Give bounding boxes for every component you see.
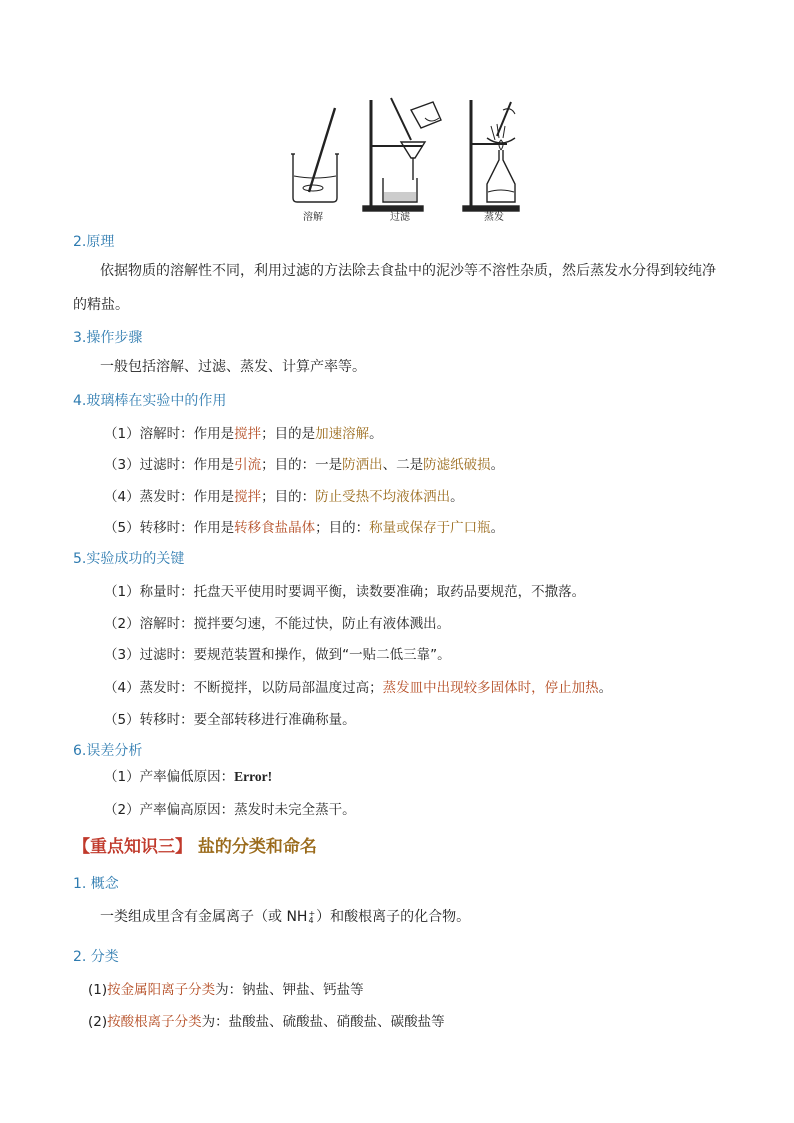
figure-label-dissolve: 溶解 [303,212,323,223]
concept-heading: 1. 概念 [73,876,119,892]
figure-label-filter: 过滤 [390,212,410,223]
glass-rod-item-3: （3）过滤时：作用是引流；目的：一是防洒出、二是防滤纸破损。 [104,457,505,473]
steps-heading: 3.操作步骤 [73,330,143,346]
glass-rod-item-5: （5）转移时：作用是转移食盐晶体；目的：称量或保存于广口瓶。 [104,520,505,536]
classification-item-1: (1)按金属阳离子分类为：钠盐、钾盐、钙盐等 [88,982,364,998]
glass-rod-item-1: （1）溶解时：作用是搅拌；目的是加速溶解。 [104,426,383,442]
principle-heading: 2.原理 [73,234,115,250]
classification-item-2: (2)按酸根离子分类为：盐酸盐、硫酸盐、硝酸盐、碳酸盐等 [88,1014,445,1030]
glass-rod-item-4: （4）蒸发时：作用是搅拌；目的：防止受热不均液体洒出。 [104,489,464,505]
figure-label-evaporate: 蒸发 [484,212,504,223]
error-item-2: （2）产率偏高原因：蒸发时未完全蒸干。 [104,802,356,818]
keys-item-5: （5）转移时：要全部转移进行准确称量。 [104,712,356,728]
evaporating-apparatus [463,100,519,211]
glass-rod-heading: 4.玻璃棒在实验中的作用 [73,393,227,409]
keys-item-4: （4）蒸发时：不断搅拌，以防局部温度过高；蒸发皿中出现较多固体时，停止加热。 [104,680,613,696]
filtering-apparatus [363,98,441,211]
classification-heading: 2. 分类 [73,949,119,965]
section-title: 【重点知识三】 盐的分类和命名 [73,837,317,857]
concept-text: 一类组成里含有金属离子（或 NH + 4 ）和酸根离子的化合物。 [100,909,471,925]
error-analysis-heading: 6.误差分析 [73,743,143,759]
keys-heading: 5.实验成功的关键 [73,551,185,567]
steps-text: 一般包括溶解、过滤、蒸发、计算产率等。 [100,359,366,375]
keys-item-3: （3）过滤时：要规范装置和操作，做到“一贴二低三靠”。 [104,647,451,663]
apparatus-figure [283,96,523,224]
keys-item-2: （2）溶解时：搅拌要匀速，不能过快，防止有液体溅出。 [104,616,451,632]
dissolving-apparatus [291,108,339,202]
keys-item-1: （1）称量时：托盘天平使用时要调平衡，读数要准确；取药品要规范，不撒落。 [104,584,586,600]
principle-text-line2: 的精盐。 [73,297,129,313]
principle-text-line1: 依据物质的溶解性不同，利用过滤的方法除去食盐中的泥沙等不溶性杂质，然后蒸发水分得到较纯净 [100,263,716,279]
error-item-1: （1）产率偏低原因：Error! [104,769,273,785]
